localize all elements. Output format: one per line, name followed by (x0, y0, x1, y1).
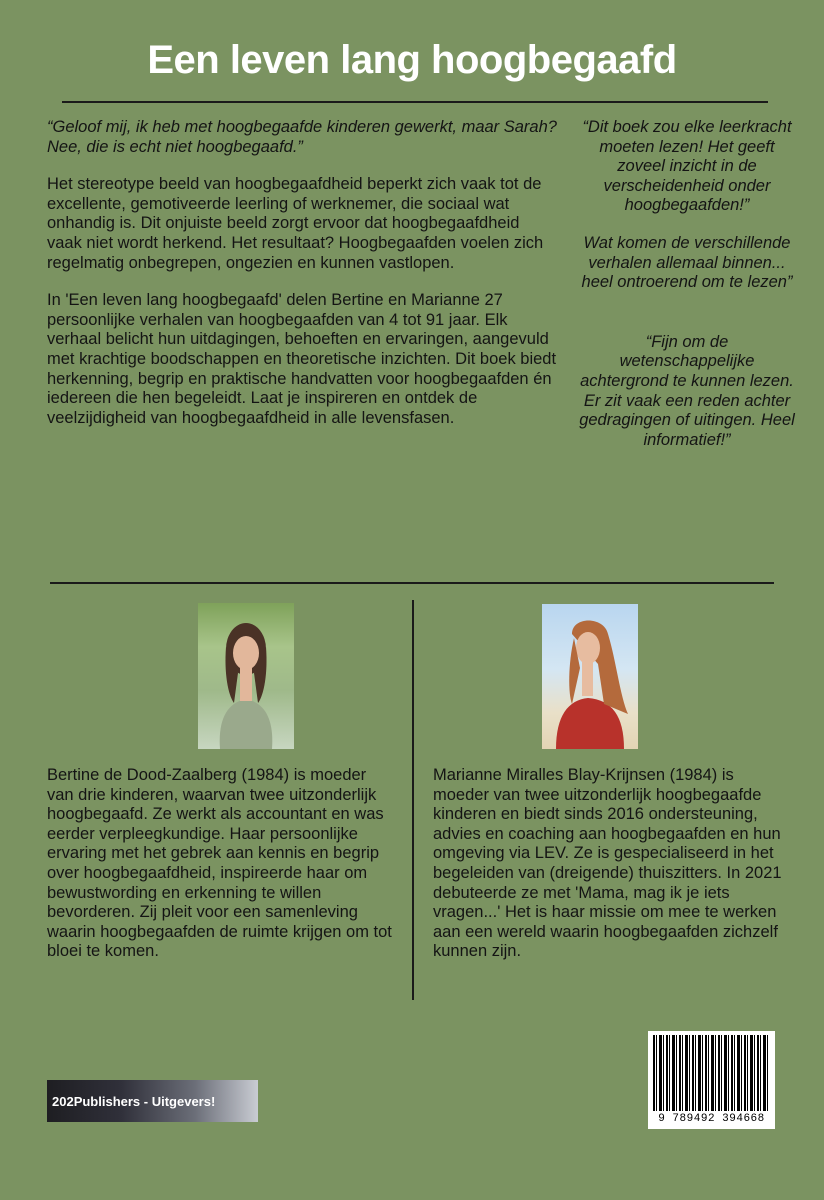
publisher-name: 202Publishers - Uitgevers! (52, 1093, 216, 1109)
author-photo-marianne (542, 604, 638, 749)
review-quotes (578, 118, 796, 468)
isbn-number: 9 789492 394668 (658, 1113, 765, 1125)
author-bio-bertine: Bertine de Dood-Zaalberg (1984) is moeder van drie kinderen, waarvan twee uitzonderlijk hoogbegaafd. Ze werkt als accountant en was eerder verpleegkundige. Haar persoonlijke ervaring met het gebrek aan kennis en begrip over hoogbegaafdheid, inspireerde haar om bewustwording en erkenning te willen bevorderen. Zij pleit voor een samenleving waarin hoogbegaafden de ruimte krijgen om tot bloei te komen. (47, 766, 392, 961)
publisher-logo (47, 1080, 258, 1122)
author-bio-marianne: Marianne Miralles Blay-Krijnsen (1984) is moeder van twee uitzonderlijk hoogbegaafde kinderen en biedt sinds 2016 ondersteuning, advies en coaching aan hoogbegaafden en hun omgeving via LEV. Ze is gespecialiseerd in het begeleiden van (dreigende) thuiszitters. In 2021 debuteerde ze met 'Mama, mag ik je iets vragen...' Het is haar missie om mee te werken aan een wereld waarin hoogbegaafden zichzelf kunnen zijn. (433, 766, 782, 961)
middle-divider (50, 582, 774, 584)
barcode-bars (653, 1035, 770, 1111)
opening-quote: “Geloof mij, ik heb met hoogbegaafde kinderen gewerkt, maar Sarah? Nee, die is echt niet hoogbegaafd.” (47, 118, 557, 156)
blurb-paragraph-2: In 'Een leven lang hoogbegaafd' delen Bertine en Marianne 27 persoonlijke verhalen van hoogbegaafden van 4 tot 91 jaar. Elk verhaal belicht hun uitdagingen, behoeften en ervaringen, aangevuld met krachtige boodschappen en theoretische inzichten. Dit boek biedt herkenning, begrip en praktische handvatten voor hoogbegaafden én iedereen die hen begeleidt. Laat je inspireren en ontdek de veelzijdigheid van hoogbegaafdheid in alle levensfasen. (47, 291, 557, 427)
author-photo-bertine (198, 603, 294, 749)
book-title: Een leven lang hoogbegaafd (147, 38, 677, 82)
top-divider (62, 101, 768, 103)
isbn-barcode (648, 1031, 775, 1129)
blurb-column (47, 118, 557, 446)
review-quote-1: “Dit boek zou elke leerkracht moeten lezen! Het geeft zoveel inzicht in de verscheidenheid onder hoogbegaafden!” (582, 118, 792, 215)
blurb-paragraph-1: Het stereotype beeld van hoogbegaafdheid beperkt zich vaak tot de excellente, gemotiveerde leerling of werknemer, die sociaal wat onhandig is. Dit onjuiste beeld zorgt ervoor dat hoogbegaafdheid vaak niet wordt herkend. Het resultaat? Hoogbegaafden voelen zich regelmatig onbegrepen, ongezien en kunnen vastlopen. (47, 175, 544, 272)
review-quote-3: “Fijn om de wetenschappelijke achtergrond te kunnen lezen. Er zit vaak een reden achter gedragingen of uitingen. Heel informatief!” (579, 332, 795, 449)
review-quote-2: Wat komen de verschillende verhalen allemaal binnen... heel ontroerend om te lezen” (581, 233, 793, 292)
author-column-divider (412, 600, 414, 1000)
